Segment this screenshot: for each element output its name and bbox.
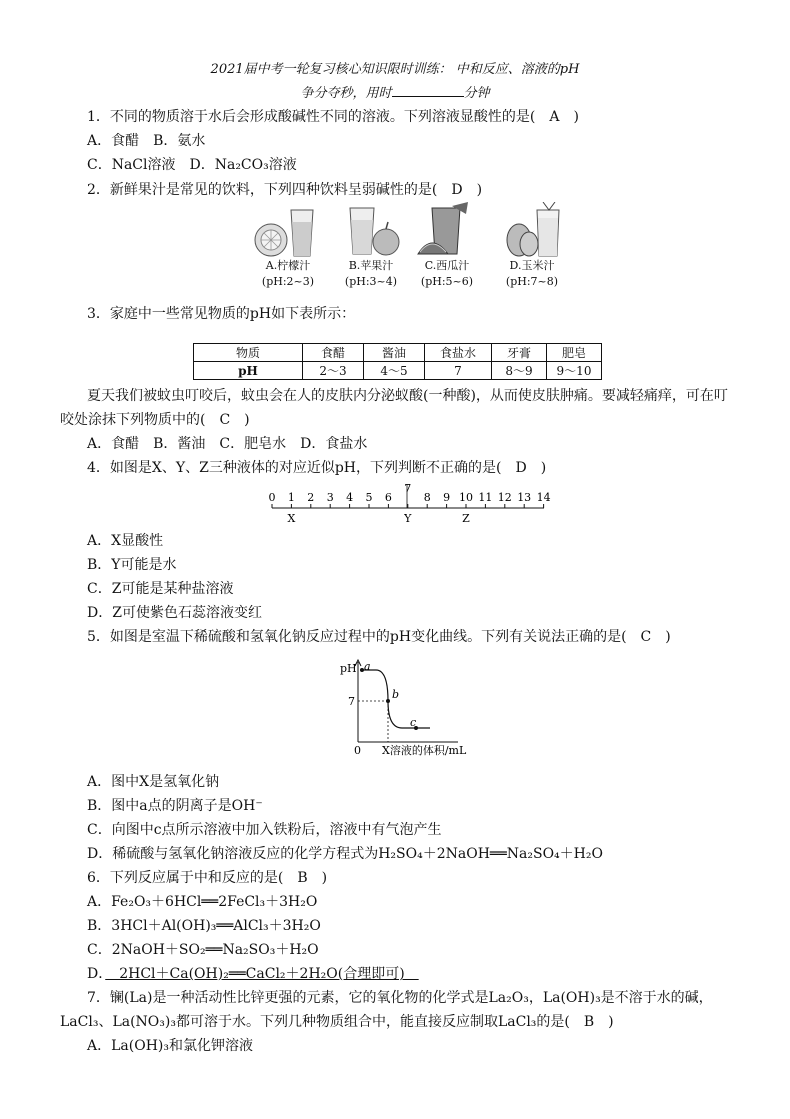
ph-table-cell: 9～10 xyxy=(547,362,602,380)
juice-name-b: B.苹果汁 xyxy=(348,259,394,272)
ph-table-value-row xyxy=(194,362,602,380)
scale-liquid-z: Z xyxy=(462,512,470,525)
q3-options: A．食醋 B．酱油 C．肥皂水 D．食盐水 xyxy=(87,436,368,452)
scale-label-neutral: 7 xyxy=(404,482,412,495)
q4-stem: 4．如图是X、Y、Z三种液体的对应近似pH，下列判断不正确的是( D ) xyxy=(87,460,547,476)
q4-option-d: D．Z可使紫色石蕊溶液变红 xyxy=(87,605,262,621)
juice-ph-b: (pH:3~4) xyxy=(344,275,398,288)
juice-ph-d: (pH:7~8) xyxy=(505,275,559,288)
corn-juice-icon xyxy=(497,202,567,258)
scale-label: 2 xyxy=(307,491,315,504)
q6-option-a: A．Fe₂O₃＋6HCl══2FeCl₃＋3H₂O xyxy=(87,894,318,910)
graph-point-c: c xyxy=(410,716,417,729)
ph-table-cell: 4～5 xyxy=(364,362,425,380)
q3-stem: 3．家庭中一些常见物质的pH如下表所示： xyxy=(87,306,356,322)
q3-paragraph-2: 咬处涂抹下列物质中的( C ) xyxy=(60,412,250,428)
q6-option-b: B．3HCl＋Al(OH)₃══AlCl₃＋3H₂O xyxy=(87,918,321,934)
q6-option-d-answer: 2HCl＋Ca(OH)₂══CaCl₂＋2H₂O(合理即可) xyxy=(105,966,419,982)
scale-label: 1 xyxy=(287,491,295,504)
scale-label: 0 xyxy=(268,491,276,504)
ph-table-cell: 物质 xyxy=(194,344,303,362)
juice-name-a: A.柠檬汁 xyxy=(265,259,311,272)
ph-scale xyxy=(262,482,562,526)
q7-line-1: 7．镧(La)是一种活动性比锌更强的元素，它的氧化物的化学式是La₂O₃，La(OH)₃是不溶于水的碱， xyxy=(87,990,713,1006)
q7-line-2: LaCl₃、La(NO₃)₃都可溶于水。下列几种物质组合中，能直接反应制取LaCl₃的是( B ) xyxy=(60,1014,614,1030)
juice-ph-a: (pH:2~3) xyxy=(261,275,315,288)
time-unit: 分钟 xyxy=(463,86,490,101)
graph-y-tick: 7 xyxy=(348,695,355,708)
q4-option-a: A．X显酸性 xyxy=(87,533,164,549)
q5-option-a: A．图中X是氢氧化钠 xyxy=(87,774,220,790)
ph-curve-graph xyxy=(330,656,490,760)
q5-stem: 5．如图是室温下稀硫酸和氢氧化钠反应过程中的pH变化曲线。下列有关说法正确的是( C ) xyxy=(87,629,671,645)
ph-table-cell: 食醋 xyxy=(303,344,364,362)
lemon-juice-icon xyxy=(253,202,323,258)
scale-label: 4 xyxy=(346,491,354,504)
q2-stem: 2．新鲜果汁是常见的饮料，下列四种饮料呈弱碱性的是( D ) xyxy=(87,182,483,198)
q5-option-c: C．向图中c点所示溶液中加入铁粉后，溶液中有气泡产生 xyxy=(87,822,442,838)
ph-table-cell: 食盐水 xyxy=(425,344,492,362)
ph-table-cell: 肥皂 xyxy=(547,344,602,362)
q1-options-cd: C．NaCl溶液 D．Na₂CO₃溶液 xyxy=(87,157,297,173)
scale-label: 14 xyxy=(536,491,551,504)
q4-option-b: B．Y可能是水 xyxy=(87,557,177,573)
scale-label: 8 xyxy=(423,491,431,504)
time-label: 争分夺秒，用时 xyxy=(300,86,392,101)
scale-label: 12 xyxy=(497,491,512,504)
juice-ph-c: (pH:5~6) xyxy=(420,275,474,288)
q6-stem: 6．下列反应属于中和反应的是( B ) xyxy=(87,870,328,886)
q7-option-a: A．La(OH)₃和氯化钾溶液 xyxy=(87,1038,253,1054)
ph-table-cell: 8～9 xyxy=(492,362,547,380)
q5-option-d: D．稀硫酸与氢氧化钠溶液反应的化学方程式为H₂SO₄＋2NaOH══Na₂SO₄＋H₂O xyxy=(87,846,603,862)
ph-table-cell: pH xyxy=(194,362,303,380)
ph-table-cell: 7 xyxy=(425,362,492,380)
page-title: 2021届中考一轮复习核心知识限时训练： 中和反应、溶液的pH xyxy=(210,62,580,77)
ph-table-cell: 2～3 xyxy=(303,362,364,380)
scale-label: 11 xyxy=(478,491,493,504)
graph-y-label: pH xyxy=(340,662,357,675)
graph-origin: 0 xyxy=(354,744,361,757)
scale-label: 5 xyxy=(365,491,373,504)
q6-option-d xyxy=(87,964,419,984)
apple-juice-icon xyxy=(336,202,406,258)
ph-table-header-row xyxy=(194,344,602,362)
juice-lemon xyxy=(243,202,333,290)
juice-name-d: D.玉米汁 xyxy=(509,259,555,272)
ph-table xyxy=(193,343,602,380)
graph-x-label: X溶液的体积/mL xyxy=(382,744,467,757)
juice-corn xyxy=(487,202,577,290)
q5-option-b: B．图中a点的阴离子是OH⁻ xyxy=(87,798,263,814)
scale-label: 3 xyxy=(326,491,334,504)
q3-paragraph-1: 夏天我们被蚊虫叮咬后，蚊虫会在人的皮肤内分泌蚁酸(一种酸)，从而使皮肤肿痛。要减轻痛痒，可在叮 xyxy=(87,388,728,404)
juice-watermelon xyxy=(402,202,492,290)
ph-table-cell: 酱油 xyxy=(364,344,425,362)
graph-point-b: b xyxy=(392,688,400,701)
scale-liquid-y: Y xyxy=(404,512,412,525)
time-blank[interactable] xyxy=(392,84,464,97)
time-line xyxy=(0,82,790,101)
scale-label: 9 xyxy=(443,491,451,504)
scale-label: 10 xyxy=(459,491,473,504)
scale-label: 13 xyxy=(517,491,532,504)
scale-label: 6 xyxy=(384,491,392,504)
q6-option-d-label: D． xyxy=(87,966,106,982)
juice-name-c: C.西瓜汁 xyxy=(424,259,470,272)
watermelon-juice-icon xyxy=(412,202,482,258)
q6-option-c: C．2NaOH＋SO₂══Na₂SO₃＋H₂O xyxy=(87,942,319,958)
q1-options-ab: A．食醋 B．氨水 xyxy=(87,133,206,149)
graph-point-a: a xyxy=(364,660,371,673)
q1-stem: 1．不同的物质溶于水后会形成酸碱性不同的溶液。下列溶液显酸性的是( A ) xyxy=(87,109,579,125)
scale-liquid-x: X xyxy=(287,512,296,525)
q4-option-c: C．Z可能是某种盐溶液 xyxy=(87,581,234,597)
ph-table-cell: 牙膏 xyxy=(492,344,547,362)
